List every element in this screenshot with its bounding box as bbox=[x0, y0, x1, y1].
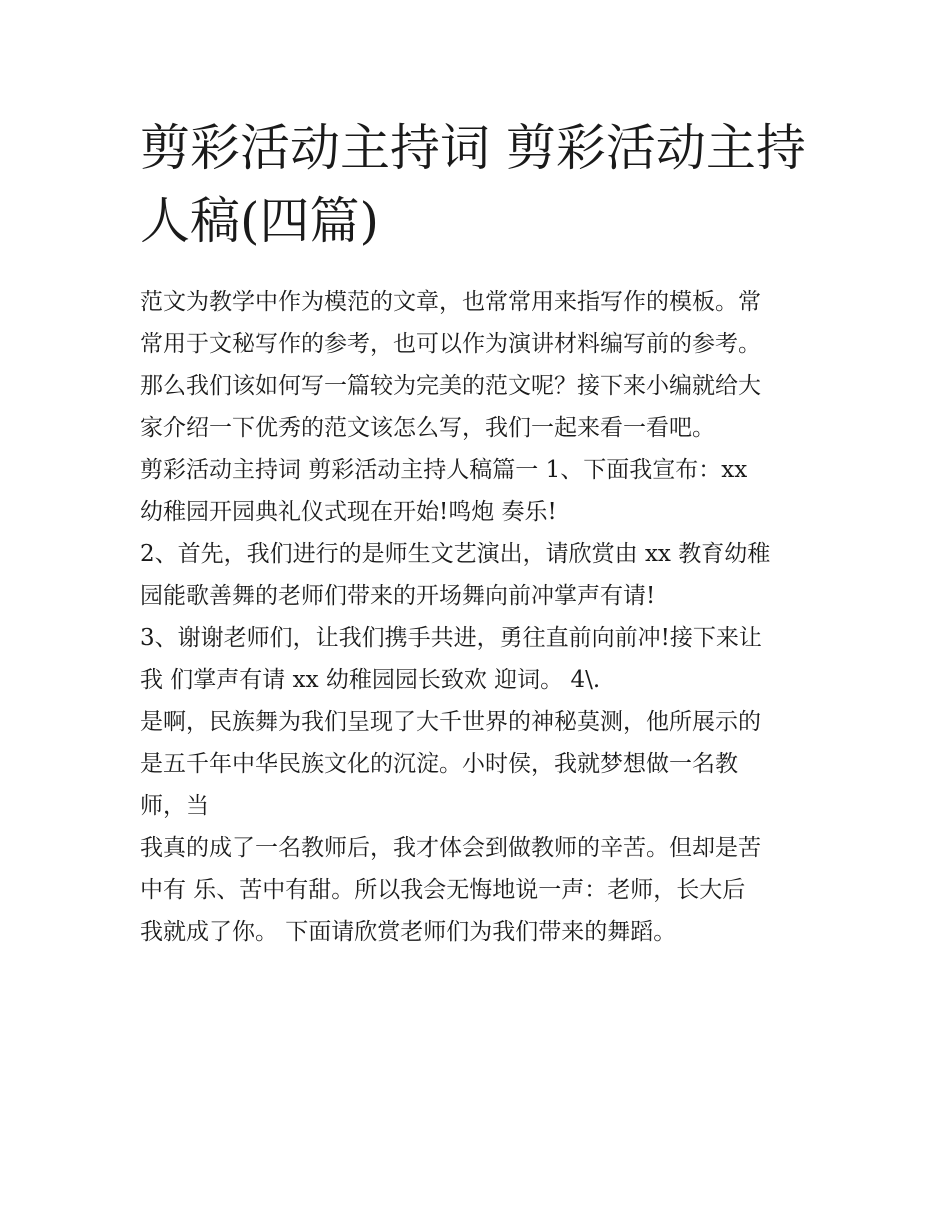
title-line-1: 剪彩活动主持词 剪彩活动主持 bbox=[140, 119, 806, 177]
text-line: 2、首先，我们进行的是师生文艺演出，请欣赏由 xx 教育幼稚 bbox=[140, 541, 771, 567]
text-line: 是啊，民族舞为我们呈现了大千世界的神秘莫测，他所展示的 bbox=[140, 709, 761, 735]
text-line: 3、谢谢老师们，让我们携手共进，勇往直前向前冲!接下来让 bbox=[140, 625, 762, 651]
text-line: 范文为教学中作为模范的文章，也常常用来指写作的模板。常 bbox=[140, 289, 761, 315]
paragraph-item-5 bbox=[140, 827, 820, 953]
text-line: 我就成了你。 下面请欣赏老师们为我们带来的舞蹈。 bbox=[140, 919, 677, 945]
text-line: 幼稚园开园典礼仪式现在开始!鸣炮 奏乐! bbox=[140, 499, 557, 525]
text-line: 家介绍一下优秀的范文该怎么写，我们一起来看一看吧。 bbox=[140, 415, 715, 441]
paragraph-item-4 bbox=[140, 701, 820, 827]
text-line: 园能歌善舞的老师们带来的开场舞向前冲掌声有请! bbox=[140, 583, 656, 609]
text-line: 我真的成了一名教师后，我才体会到做教师的辛苦。但却是苦 bbox=[140, 835, 761, 861]
paragraph-intro bbox=[140, 281, 820, 449]
paragraph-item-1 bbox=[140, 449, 820, 533]
text-line: 师，当 bbox=[140, 793, 209, 819]
text-line: 剪彩活动主持词 剪彩活动主持人稿篇一 1、下面我宣布：xx bbox=[140, 457, 748, 483]
text-line: 是五千年中华民族文化的沉淀。小时侯，我就梦想做一名教 bbox=[140, 751, 738, 777]
document-title bbox=[140, 112, 820, 258]
paragraph-item-2 bbox=[140, 533, 820, 617]
paragraph-item-3 bbox=[140, 617, 820, 701]
title-line-2: 人稿(四篇) bbox=[140, 192, 380, 250]
text-line: 那么我们该如何写一篇较为完美的范文呢？接下来小编就给大 bbox=[140, 373, 761, 399]
text-line: 常用于文秘写作的参考，也可以作为演讲材料编写前的参考。 bbox=[140, 331, 761, 357]
document-body bbox=[140, 281, 820, 953]
text-line: 中有 乐、苦中有甜。所以我会无悔地说一声：老师，长大后 bbox=[140, 877, 746, 903]
text-line: 我 们掌声有请 xx 幼稚园园长致欢 迎词。 4\. bbox=[140, 667, 601, 693]
